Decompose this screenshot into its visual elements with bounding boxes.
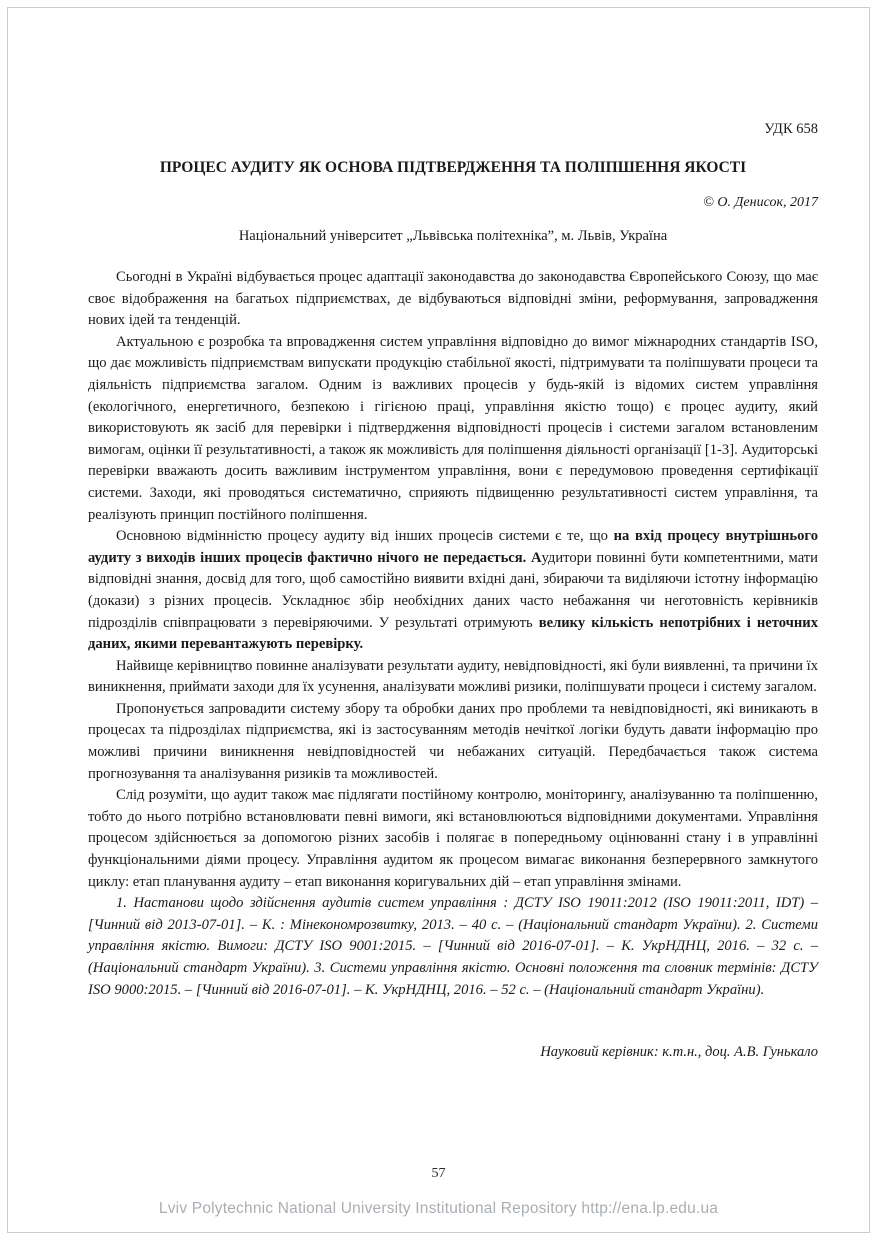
text-run: Пропонується запровадити систему збору та обробки даних про проблеми та невідповідності, які виникають в процесах та підрозділах підприємства, які із застосуванням методів нечіткої логіки будуть давати інформацію про можливі причини виникнення невідповідностей чи небажаних ситуацій. Передбачається також система прогнозування та аналізування ризиків та можливостей.	[88, 700, 818, 782]
body-paragraphs	[88, 267, 818, 1001]
copyright-line: © О. Денисок, 2017	[703, 195, 818, 210]
paragraph	[88, 699, 818, 785]
text-run: Основною відмінністю процесу аудиту від інших процесів системи є те, що	[116, 528, 614, 545]
paragraph	[88, 526, 818, 656]
paragraph	[88, 785, 818, 893]
text-run: Актуальною є розробка та впровадження систем управління відповідно до вимог міжнародних стандартів ISO, що дає можливість підприємствам випускати продукцію стабільної якості, підтримувати та поліпшувати процеси та діяльність підприємства загалом. Одним із важливих процесів у будь-якій із відомих систем управління (екологічного, енергетичного, безпекою і гігієною праці, управління якістю тощо) є процес аудиту, який використовують як засіб для перевірки і підтвердження відповідності процесів і системи загалом встановленим вимогам, оцінки її результативності, а також як можливість для поліпшення діяльності організації [1-3]. Аудиторські перевірки вважають досить важливим інструментом управління, вони є передумовою проведення сертифікації системи. Заходи, які проводяться систематично, сприяють підвищенню результативності систем управління, та реалізують принцип постійного поліпшення.	[88, 333, 818, 523]
affiliation-line: Національний університет „Львівська політехніка”, м. Львів, Україна	[238, 228, 668, 244]
text-run: Слід розуміти, що аудит також має підлягати постійному контролю, моніторингу, аналізуванню та поліпшенню, тобто до нього потрібно встановлювати певні вимоги, які встановлюються відповідними документами. Управління процесом здійснюється за допомогою різних засобів і полягає в попередньому оцінюванні стану і в управлінні функціональними діями процесу. Управління аудитом як процесом вимагає виконання безперервного замкнутого циклу: етап планування аудиту – етап виконання коригувальних дій – етап управління змінами.	[88, 787, 818, 890]
text-run: Сьогодні в Україні відбувається процес адаптації законодавства до законодавства Європейського Союзу, що має своє відображення на багатьох підприємствах, де відбуваються відповідні зміни, реформування, запровадження нових ідей та тенденцій.	[88, 269, 818, 329]
text-run: 1. Настанови щодо здійснення аудитів систем управління : ДСТУ ISO 19011:2012 (ISO 19011:2011, IDT) – [Чинний від 2013-07-01]. – К. : Мінекономрозвитку, 2013. – 40 с. – (Національний стандарт України). 2. Системи управління якістю. Вимоги: ДСТУ ISO 9001:2015. – [Чинний від 2016-07-01]. – К. УкрНДНЦ, 2016. – 32 с. – (Національний стандарт України). 3. Системи управління якістю. Основні положення та словник термінів: ДСТУ ISO 9000:2015. – [Чинний від 2016-07-01]. – К. УкрНДНЦ, 2016. – 52 с. – (Національний стандарт України).	[88, 895, 818, 998]
paper-title: ПРОЦЕС АУДИТУ ЯК ОСНОВА ПІДТВЕРДЖЕННЯ ТА ПОЛІПШЕННЯ ЯКОСТІ	[159, 159, 747, 176]
text-run: Найвище керівництво повинне аналізувати результати аудиту, невідповідності, які були виявленні, та причини їх виникнення, приймати заходи для їх усунення, аналізувати можливі ризики, поліпшувати процеси і систему загалом.	[88, 657, 818, 696]
references-paragraph	[88, 893, 818, 1001]
repository-watermark: Lviv Polytechnic National University Institutional Repository http://ena.lp.edu.ua	[158, 1200, 719, 1217]
supervisor-line: Науковий керівник: к.т.н., доц. А.В. Гунькало	[540, 1044, 818, 1061]
paragraph	[88, 332, 818, 526]
text-run: на вхід процесу внутрішнього аудиту з виходів інших процесів фактично нічого не передається. А	[88, 528, 818, 566]
page-content	[88, 120, 818, 1061]
page-number: 57	[431, 1166, 446, 1181]
paragraph	[88, 267, 818, 332]
text-run: удитори повинні бути компетентними, мати відповідні знання, досвід для того, щоб самостійно виявити вхідні дані, збираючи та виділяючи істотну інформацію (докази) з різних процесів. Ускладнює збір необхідних даних часто небажання чи неготовність керівників підрозділів співпрацювати з перевіряючими. У результаті отримують	[88, 549, 818, 631]
paragraph	[88, 656, 818, 699]
text-run: велику кількість непотрібних і неточних даних, якими перевантажують перевірку.	[88, 614, 819, 653]
udc-code: УДК 658	[764, 121, 818, 137]
